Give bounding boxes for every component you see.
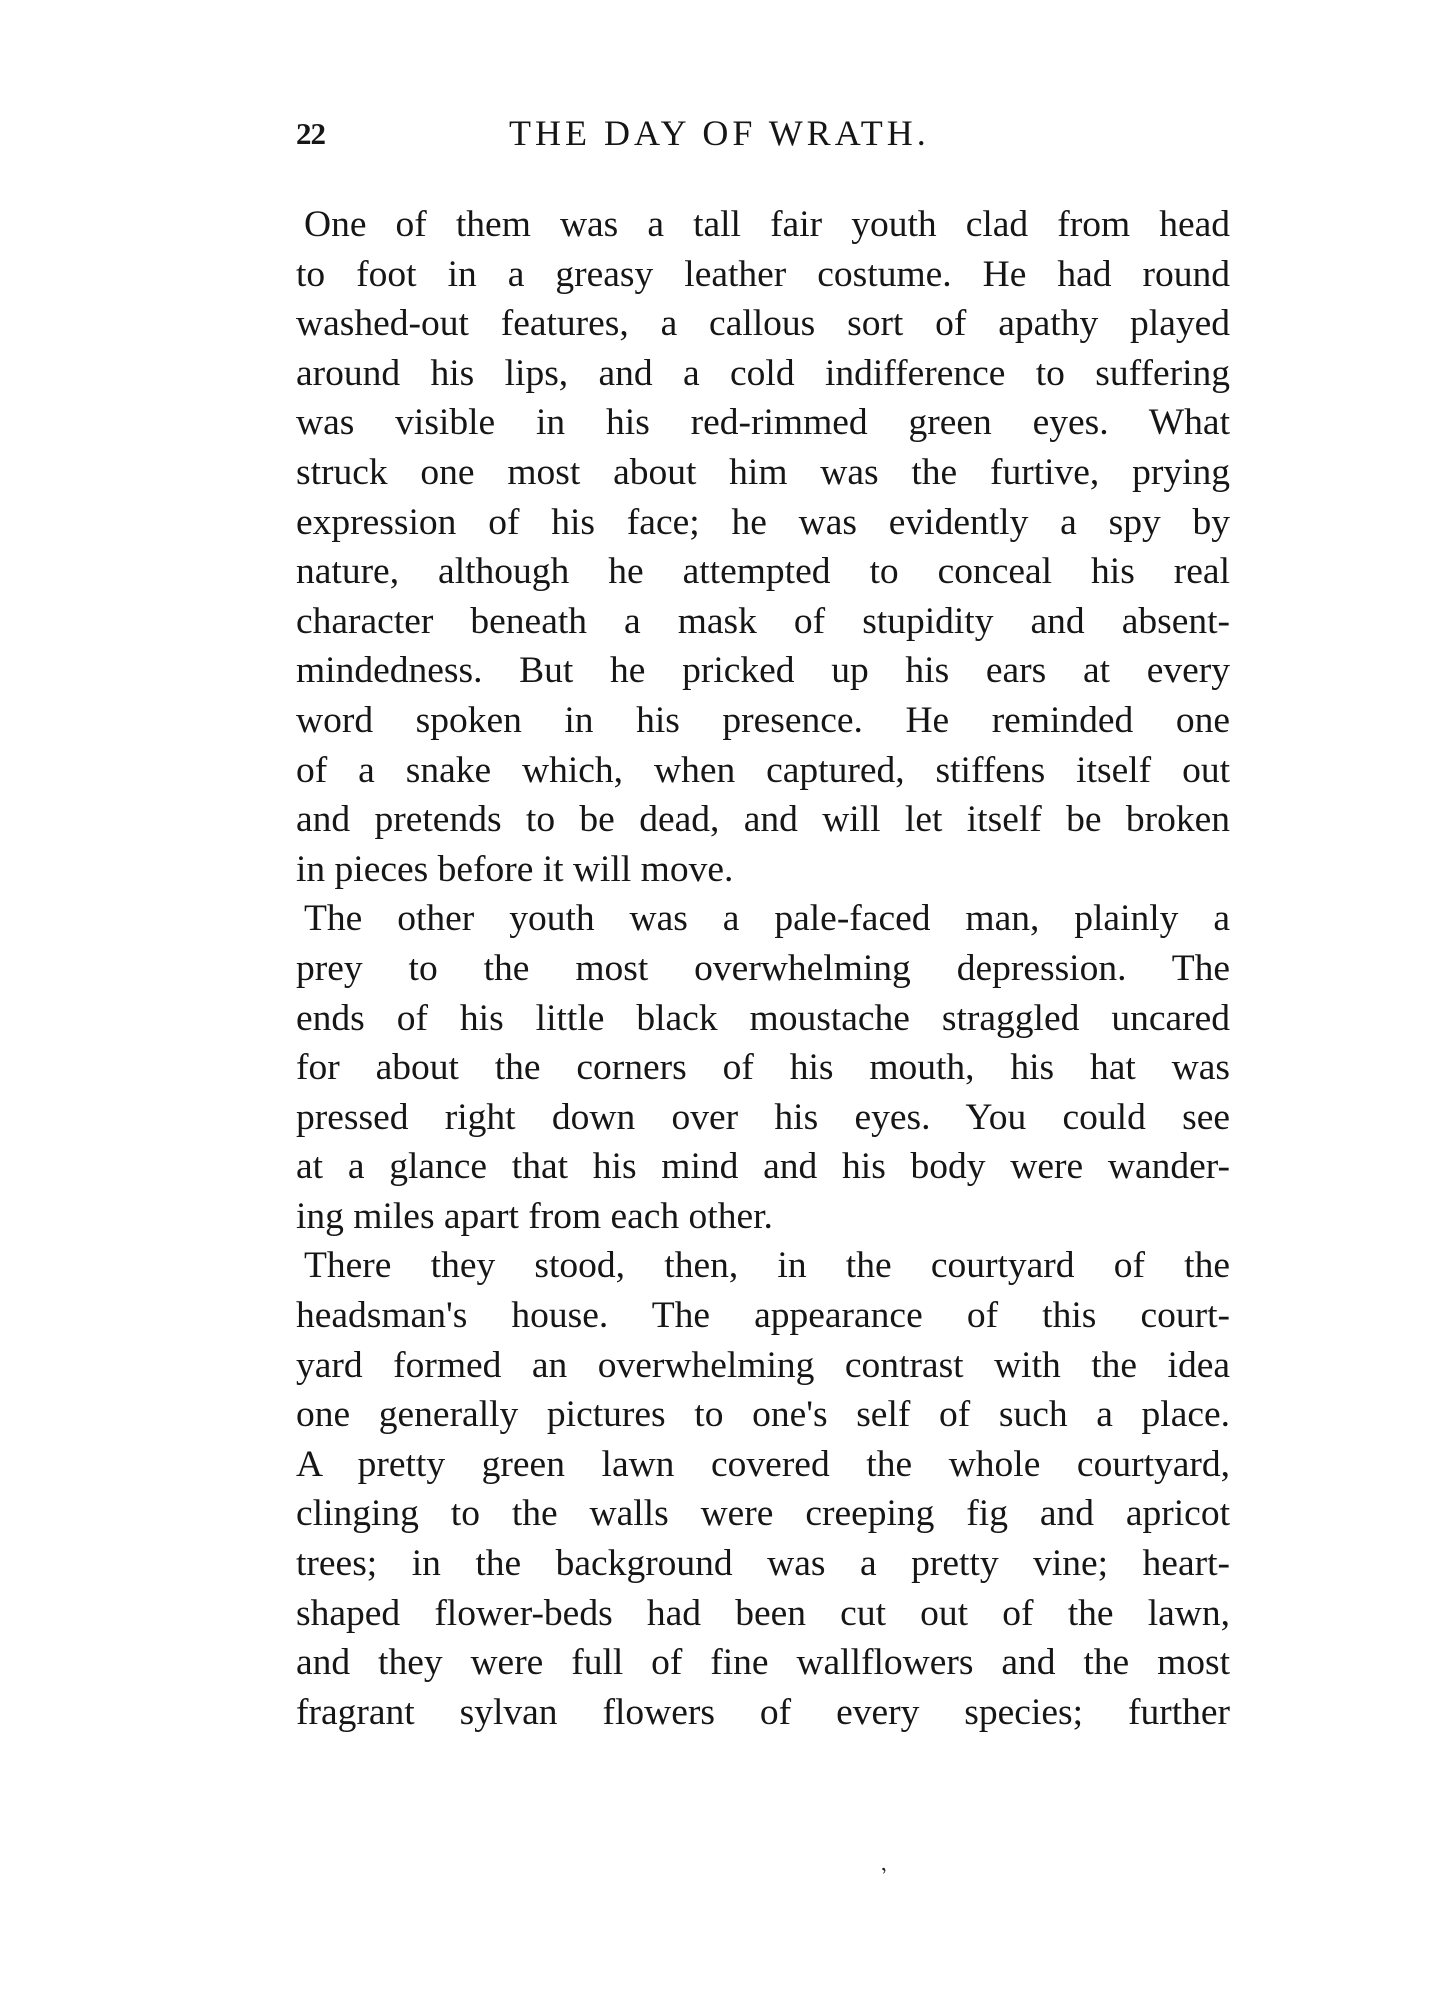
text-line: headsman's house. The appearance of this court- (296, 1295, 1230, 1337)
text-line: shaped flower-beds had been cut out of the lawn, (296, 1592, 1230, 1634)
text-line: prey to the most overwhelming depression. The (296, 947, 1230, 989)
text-line: nature, although he attempted to conceal his real (296, 551, 1230, 593)
page-number: 22 (296, 116, 325, 151)
paragraph-3 (296, 1241, 1230, 1737)
text-line: around his lips, and a cold indifference to suffering (296, 352, 1230, 394)
stray-ink-mark: ’ (877, 1861, 894, 1888)
paragraph-2 (296, 894, 1230, 1241)
text-line: washed-out features, a callous sort of apathy played (296, 303, 1230, 345)
text-line: ends of his little black moustache straggled uncared (296, 997, 1230, 1039)
text-line: at a glance that his mind and his body were wander- (296, 1146, 1230, 1188)
text-line: fragrant sylvan flowers of every species; further (296, 1691, 1230, 1733)
text-line: pressed right down over his eyes. You could see (296, 1096, 1230, 1138)
text-line: expression of his face; he was evidently a spy by (296, 501, 1230, 543)
text-line: mindedness. But he pricked up his ears at every (296, 650, 1230, 692)
page-header (296, 112, 1230, 162)
text-line: was visible in his red-rimmed green eyes. What (296, 402, 1230, 444)
text-line: of a snake which, when captured, stiffens itself out (296, 749, 1230, 791)
text-line: and they were full of fine wallflowers and the most (296, 1642, 1230, 1684)
paragraph-1 (296, 200, 1230, 894)
text-line: word spoken in his presence. He reminded one (296, 699, 1230, 741)
text-line: trees; in the background was a pretty vine; heart- (296, 1543, 1230, 1585)
text-line: One of them was a tall fair youth clad from head (304, 204, 1230, 245)
text-line: ing miles apart from each other. (296, 1195, 773, 1237)
text-line: struck one most about him was the furtive, prying (296, 451, 1230, 493)
text-line: for about the corners of his mouth, his hat was (296, 1047, 1230, 1089)
text-line: and pretends to be dead, and will let itself be broken (296, 799, 1230, 841)
text-line: yard formed an overwhelming contrast with the idea (296, 1344, 1230, 1386)
text-line: The other youth was a pale-faced man, plainly a (304, 898, 1230, 940)
text-line: A pretty green lawn covered the whole courtyard, (296, 1443, 1230, 1485)
text-line: clinging to the walls were creeping fig and apricot (296, 1493, 1230, 1535)
text-line: one generally pictures to one's self of such a place. (296, 1394, 1230, 1436)
text-line: character beneath a mask of stupidity and absent- (296, 600, 1230, 642)
text-line: There they stood, then, in the courtyard of the (304, 1245, 1230, 1287)
body-text (296, 200, 1230, 1737)
running-title: THE DAY OF WRATH. (509, 113, 930, 153)
text-line: in pieces before it will move. (296, 848, 734, 890)
text-line: to foot in a greasy leather costume. He had round (296, 253, 1230, 295)
